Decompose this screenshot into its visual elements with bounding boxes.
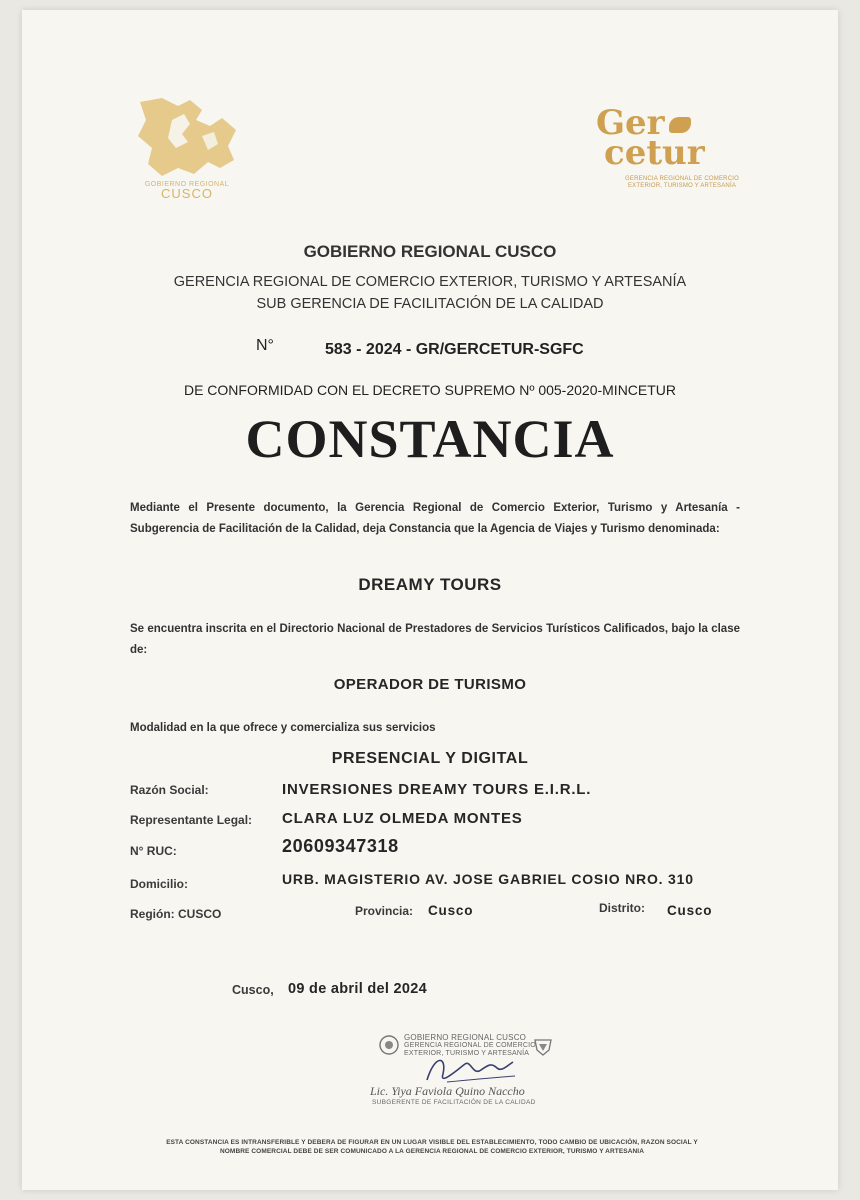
gercetur-logo-line1: Ger: [596, 108, 705, 138]
footer-line1: ESTA CONSTANCIA ES INTRANSFERIBLE Y DEBERA DE FIGURAR EN UN LUGAR VISIBLE DEL ESTABLECIMIENTO, TODO CAMBIO DE UBICACIÓN, RAZON SOCIAL Y: [166, 1139, 698, 1146]
issue-date: 09 de abril del 2024: [288, 981, 427, 997]
razon-social-label: Razón Social:: [130, 783, 209, 797]
signer-name: Lic. Yiya Faviola Quino Naccho: [370, 1084, 525, 1098]
modality-label: Modalidad en la que ofrece y comercializa sus servicios: [130, 722, 436, 734]
gercetur-sub-line2: EXTERIOR, TURISMO Y ARTESANÍA: [627, 183, 737, 189]
stamp-seal-icon: [378, 1034, 400, 1056]
provincia-value: Cusco: [428, 903, 474, 918]
coat-of-arms-icon: [532, 1036, 554, 1058]
certificate-sheet: [22, 10, 838, 1190]
gercetur-logo-subtitle: [608, 176, 756, 190]
stamp-line2: GERENCIA REGIONAL DE COMERCIO: [404, 1042, 536, 1049]
region-label: Región: CUSCO: [130, 907, 222, 921]
domicilio-value: URB. MAGISTERIO AV. JOSE GABRIEL COSIO NRO. 310: [282, 871, 694, 887]
number-label: N°: [256, 337, 274, 354]
footer-notice: [92, 1138, 772, 1156]
decree-line: DE CONFORMIDAD CON EL DECRETO SUPREMO Nº 005-2020-MINCETUR: [183, 382, 677, 398]
footer-line2: NOMBRE COMERCIAL DEBE DE SER COMUNICADO A LA GERENCIA REGIONAL DE COMERCIO EXTERIOR, TURISMO Y ARTESANIA: [219, 1148, 645, 1155]
razon-social-value: INVERSIONES DREAMY TOURS E.I.R.L.: [282, 781, 592, 798]
government-heading: GOBIERNO REGIONAL CUSCO: [303, 242, 557, 261]
signer-title: SUBGERENTE DE FACILITACIÓN DE LA CALIDAD: [372, 1099, 536, 1106]
date-city: Cusco,: [232, 983, 274, 997]
agency-class: OPERADOR DE TURISMO: [333, 676, 527, 693]
ruc-label: N° RUC:: [130, 844, 177, 858]
left-logo-label: [124, 180, 250, 201]
gercetur-logo-line2: cetur: [604, 133, 705, 173]
gercetur-logo: [596, 103, 705, 173]
registration-paragraph: Se encuentra inscrita en el Directorio Nacional de Prestadores de Servicios Turísticos Calificados, bajo la clase de:: [130, 623, 740, 656]
representante-value: CLARA LUZ OLMEDA MONTES: [282, 810, 523, 827]
sub-management-heading: SUB GERENCIA DE FACILITACIÓN DE LA CALIDAD: [256, 296, 604, 312]
management-heading: GERENCIA REGIONAL DE COMERCIO EXTERIOR, TURISMO Y ARTESANÍA: [173, 274, 687, 290]
document-title: CONSTANCIA: [245, 409, 615, 469]
leaf-icon: [669, 117, 691, 133]
provincia-label: Provincia:: [355, 904, 414, 918]
left-logo-label-top: GOBIERNO REGIONAL: [144, 181, 230, 188]
modality-value: PRESENCIAL Y DIGITAL: [331, 750, 529, 767]
left-logo-label-bottom: CUSCO: [161, 186, 213, 201]
gercetur-sub-line1: GERENCIA REGIONAL DE COMERCIO: [625, 176, 739, 182]
ruc-value: 20609347318: [282, 836, 399, 856]
agency-name: DREAMY TOURS: [358, 575, 502, 594]
certificate-number: 583 - 2024 - GR/GERCETUR-SGFC: [325, 341, 584, 358]
domicilio-label: Domicilio:: [130, 877, 189, 891]
distrito-value: Cusco: [667, 903, 713, 918]
stamp-line1: GOBIERNO REGIONAL CUSCO: [404, 1033, 527, 1042]
distrito-label: Distrito:: [599, 901, 645, 915]
representante-label: Representante Legal:: [130, 813, 253, 827]
stamp-line3: EXTERIOR, TURISMO Y ARTESANÍA: [404, 1050, 530, 1057]
intro-paragraph: Mediante el Presente documento, la Gerencia Regional de Comercio Exterior, Turismo y Artesanía - Subgerencia de Facilitación de la Calidad, deja Constancia que la Agencia de Viajes y Turismo denominada:: [130, 502, 740, 535]
